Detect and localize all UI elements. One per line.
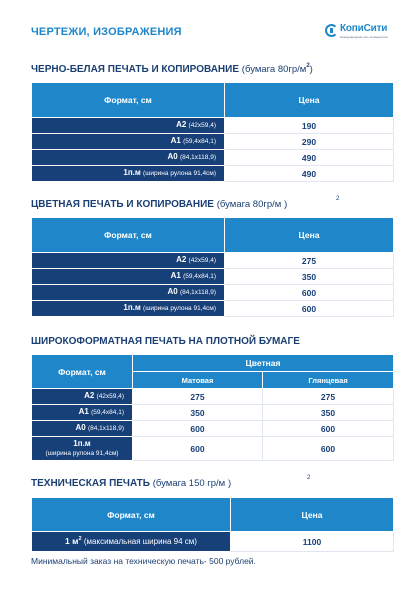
price-cell: 490 [225,150,394,166]
section-title-text: ТЕХНИЧЕСКАЯ ПЕЧАТЬ [31,478,150,489]
section-note-sup: 2 [336,196,340,202]
section-note: (бумага 80гр/м [216,199,282,210]
format-cell: 1п.м (ширина рулона 91,4см) [32,301,225,317]
table-row [32,253,394,269]
table-row [32,285,394,301]
price-table-color [31,217,394,317]
section-title-text: ШИРОКОФОРМАТНАЯ ПЕЧАТЬ НА ПЛОТНОЙ БУМАГЕ [31,336,300,347]
column-header-matte: Матовая [133,372,263,389]
gloss-price-cell: 600 [263,421,394,437]
logo-icon [325,24,338,37]
price-cell: 490 [225,166,394,182]
format-cell: А2 (42x59,4) [32,389,133,405]
format-cell: А2 (42x59,4) [32,118,225,134]
section-title-text: ЧЕРНО-БЕЛАЯ ПЕЧАТЬ И КОПИРОВАНИЕ [31,64,240,75]
format-cell: 1 $м^2$ (максимальная ширина 94 см) [32,532,231,552]
section-note: (бумага 150 гр/м [152,478,226,489]
matte-price-cell: 350 [133,405,263,421]
format-cell: А2 (42x59,4) [32,253,225,269]
section-note-end: ) [228,478,232,489]
gloss-price-cell: 350 [263,405,394,421]
column-header-price: Цена [225,83,394,118]
section-note-sup: 2 [306,63,310,69]
price-cell: 275 [225,253,394,269]
price-cell: 290 [225,134,394,150]
matte-price-cell: 275 [133,389,263,405]
table-row [32,421,394,437]
table-row [32,301,394,317]
price-cell: 1100 [231,532,394,552]
column-header-price: Цена [225,218,394,253]
gloss-price-cell: 600 [263,437,394,461]
price-table-bw [31,82,394,182]
price-cell: 190 [225,118,394,134]
price-cell: 600 [225,285,394,301]
format-cell: 1п.м (ширина рулона 91,4см) [32,166,225,182]
table-row [32,389,394,405]
table-row [32,532,394,552]
column-header-gloss: Глянцевая [263,372,394,389]
table-row [32,118,394,134]
price-table-tech [31,497,394,552]
section-note-end: ) [284,199,288,210]
footer-note: Минимальный заказ на техническую печать- 500 рублей. [31,556,256,566]
column-header-format: Формат, см [32,218,225,253]
matte-price-cell: 600 [133,421,263,437]
section-title-tech [31,478,231,489]
page-header [31,22,393,46]
price-cell: 350 [225,269,394,285]
format-cell: А0 (84,1x118,9) [32,150,225,166]
table-row [32,166,394,182]
table-row [32,150,394,166]
section-title-text: ЦВЕТНАЯ ПЕЧАТЬ И КОПИРОВАНИЕ [31,199,214,210]
logo [325,22,393,44]
section-title-color [31,199,287,210]
column-header-color: Цветная [133,355,394,372]
column-header-price: Цена [231,498,394,532]
price-table-wide [31,354,394,461]
section-title-bw [31,64,313,75]
section-note-sup: 2 [307,475,311,481]
format-cell: А0 (84,1x118,9) [32,421,133,437]
column-header-format: Формат, см [32,355,133,389]
table-row [32,134,394,150]
format-cell: А1 (59,4x84,1) [32,405,133,421]
table-row [32,405,394,421]
section-note-end: ) [309,64,313,75]
matte-price-cell: 600 [133,437,263,461]
column-header-format: Формат, см [32,83,225,118]
table-row [32,269,394,285]
logo-text: КопиСити [340,23,388,34]
table-row [32,437,394,461]
section-title-wide [31,336,300,347]
format-cell: А1 (59,4x84,1) [32,269,225,285]
column-header-format: Формат, см [32,498,231,532]
section-note: (бумага 80гр/м [241,64,307,75]
page-title: ЧЕРТЕЖИ, ИЗОБРАЖЕНИЯ [31,26,182,38]
format-cell: А1 (59,4x84,1) [32,134,225,150]
price-cell: 600 [225,301,394,317]
format-cell: А0 (84,1x118,9) [32,285,225,301]
gloss-price-cell: 275 [263,389,394,405]
logo-tagline: международная сеть копицентров [340,35,388,39]
format-cell: 1п.м (ширина рулона 91,4см) [32,437,133,461]
